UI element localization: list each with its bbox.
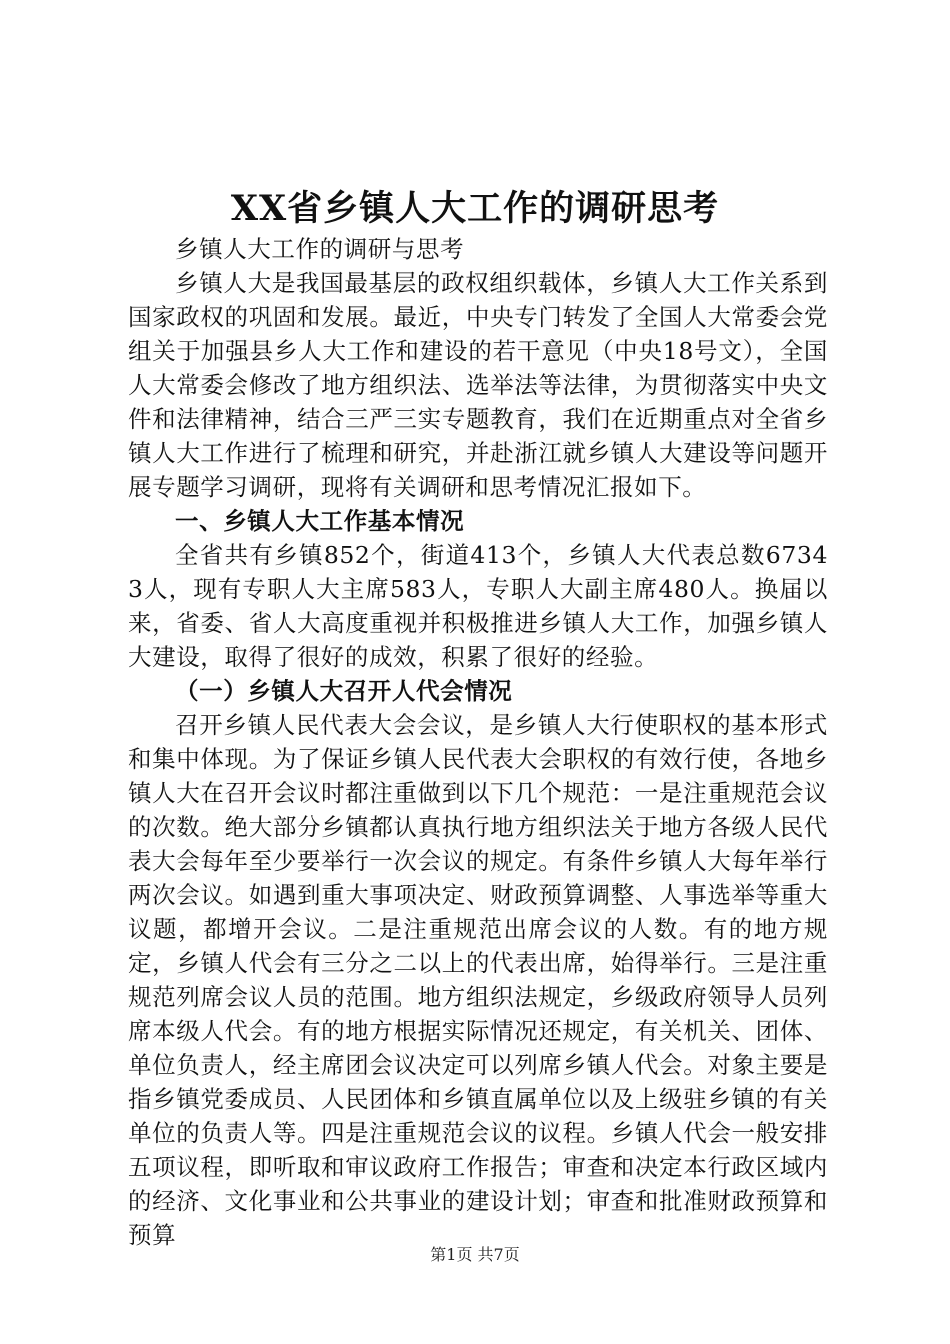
subsection-heading-1: （一）乡镇人大召开人代会情况 [175,677,513,705]
meeting-paragraph: 召开乡镇人民代表大会会议，是乡镇人大行使职权的基本形式和集中体现。为了保证乡镇人民代表大会职权的有效行使，各地乡镇人大在召开会议时都注重做到以下几个规范：一是注重规范会议的次数。绝大部分乡镇都认真执行地方组织法关于地方各级人民代表大会每年至少要举行一次会议的规定。有条件乡镇人大每年举行两次会议。如遇到重大事项决定、财政预算调整、人事选举等重大议题，都增开会议。二是注重规范出席会议的人数。有的地方规定，乡镇人代会有三分之二以上的代表出席，始得举行。三是注重规范列席会议人员的范围。地方组织法规定，乡级政府领导人员列席本级人代会。有的地方根据实际情况还规定，有关机关、团体、单位负责人，经主席团会议决定可以列席乡镇人代会。对象主要是指乡镇党委成员、人民团体和乡镇直属单位以及上级驻乡镇的有关单位的负责人等。四是注重规范会议的议程。乡镇人代会一般安排五项议程，即听取和审议政府工作报告；审查和决定本行政区域内的经济、文化事业和公共事业的建设计划；审查和批准财政预算和预算 [128,711,828,1249]
page-footer: 第1页 共7页 [430,1245,520,1264]
section-heading-1: 一、乡镇人大工作基本情况 [175,507,465,535]
document-title: XX省乡镇人大工作的调研思考 [230,188,720,229]
subtitle-paragraph: 乡镇人大工作的调研与思考 [175,235,465,263]
statistics-paragraph: 全省共有乡镇852个，街道413个，乡镇人大代表总数67343人，现有专职人大主席583人，专职人大副主席480人。换届以来，省委、省人大高度重视并积极推进乡镇人大工作，加强乡镇人大建设，取得了很好的成效，积累了很好的经验。 [128,541,828,671]
intro-paragraph: 乡镇人大是我国最基层的政权组织载体，乡镇人大工作关系到国家政权的巩固和发展。最近，中央专门转发了全国人大常委会党组关于加强县乡人大工作和建设的若干意见（中央18号文），全国人大常委会修改了地方组织法、选举法等法律，为贯彻落实中央文件和法律精神，结合三严三实专题教育，我们在近期重点对全省乡镇人大工作进行了梳理和研究，并赴浙江就乡镇人大建设等问题开展专题学习调研，现将有关调研和思考情况汇报如下。 [128,269,828,501]
document-body [128,232,828,1252]
